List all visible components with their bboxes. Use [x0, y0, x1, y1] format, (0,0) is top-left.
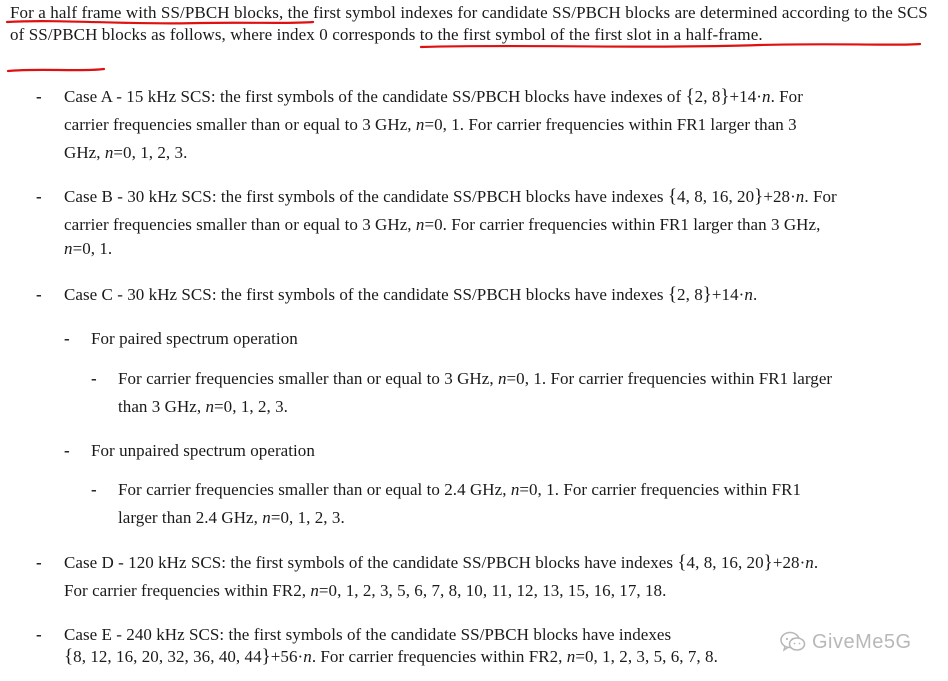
case-a-line-2: carrier frequencies smaller than or equal to 3 GHz, n=0, 1. For carrier frequencies within FR1 larger than 3 [64, 115, 797, 134]
bullet-case-d: - [36, 553, 42, 572]
case-d-line-1: Case D - 120 kHz SCS: the first symbols of the candidate SS/PBCH blocks have indexes {4, 8, 16, 20}+28·n. [64, 552, 819, 573]
case-a-line-3: GHz, n=0, 1, 2, 3. [64, 143, 188, 162]
unpaired-spectrum-heading: For unpaired spectrum operation [91, 441, 315, 460]
case-c-line-1: Case C - 30 kHz SCS: the first symbols of the candidate SS/PBCH blocks have indexes {2, 8}+14·n. [64, 284, 758, 305]
case-b-line-2: carrier frequencies smaller than or equal to 3 GHz, n=0. For carrier frequencies within FR1 larger than 3 GHz, [64, 215, 821, 234]
case-b-line-3: n=0, 1. [64, 239, 113, 258]
case-e-line-1: Case E - 240 kHz SCS: the first symbols of the candidate SS/PBCH blocks have indexes [64, 625, 672, 644]
intro-paragraph: For a half frame with SS/PBCH blocks, the first symbol indexes for candidate SS/PBCH blocks are determined according to the SCS of SS/PBCH blocks as follows, where index 0 corresponds to the first symbol of the first slot in a half-frame. [10, 3, 928, 44]
bullet-paired: - [64, 329, 70, 348]
bullet-case-a: - [36, 87, 42, 106]
unpaired-detail-line-1: For carrier frequencies smaller than or equal to 2.4 GHz, n=0, 1. For carrier frequencies within FR1 [118, 480, 802, 499]
paired-detail-line-1: For carrier frequencies smaller than or equal to 3 GHz, n=0, 1. For carrier frequencies within FR1 larger [118, 369, 833, 388]
case-b-line-1: Case B - 30 kHz SCS: the first symbols of the candidate SS/PBCH blocks have indexes {4, 8, 16, 20}+28·n. For [64, 186, 837, 207]
bullet-case-e: - [36, 625, 42, 644]
wechat-icon [780, 631, 806, 653]
bullet-unpaired-detail: - [91, 480, 97, 499]
paired-detail-line-2: than 3 GHz, n=0, 1, 2, 3. [118, 397, 288, 416]
watermark [780, 627, 912, 657]
case-d-line-2: For carrier frequencies within FR2, n=0, 1, 2, 3, 5, 6, 7, 8, 10, 11, 12, 13, 15, 16, 17, 18. [64, 581, 667, 600]
unpaired-detail-line-2: larger than 2.4 GHz, n=0, 1, 2, 3. [118, 508, 345, 527]
bullet-case-c: - [36, 285, 42, 304]
bullet-case-b: - [36, 187, 42, 206]
paired-spectrum-heading: For paired spectrum operation [91, 329, 298, 348]
case-e-line-2: {8, 12, 16, 20, 32, 36, 40, 44}+56·n. For carrier frequencies within FR2, n=0, 1, 2, 3, 5, 6, 7, 8. [64, 646, 718, 667]
watermark-text: GiveMe5G [812, 630, 912, 653]
underline-half-frame-2 [8, 69, 104, 71]
case-a-line-1: Case A - 15 kHz SCS: the first symbols of the candidate SS/PBCH blocks have indexes of {2, 8}+14·n. For [64, 86, 803, 107]
bullet-unpaired: - [64, 441, 70, 460]
bullet-paired-detail: - [91, 369, 97, 388]
